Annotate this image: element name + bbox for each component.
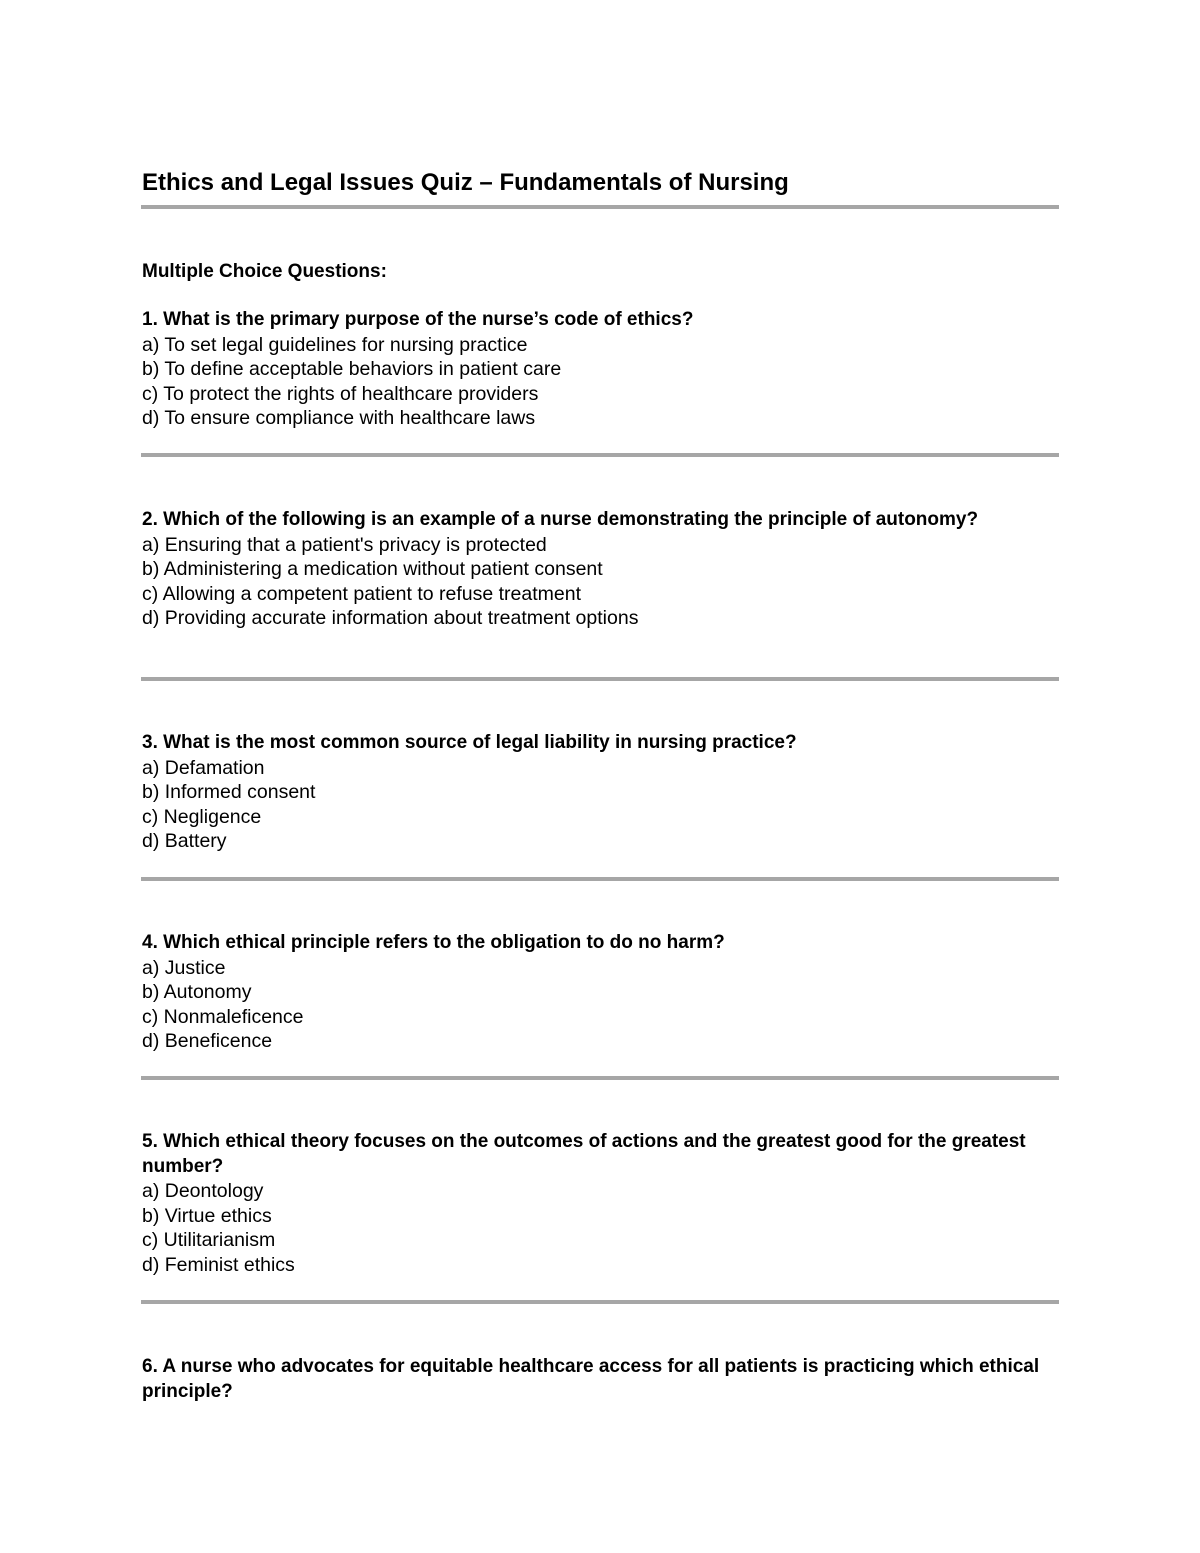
- question-divider: [141, 677, 1059, 681]
- question-4: [142, 931, 1072, 1054]
- question-divider: [141, 877, 1059, 881]
- answer-option-a: a) Ensuring that a patient's privacy is protected: [142, 533, 547, 556]
- answer-option-d: d) Battery: [142, 830, 227, 853]
- answer-options: [142, 333, 1072, 431]
- answer-option-a: a) To set legal guidelines for nursing practice: [142, 333, 528, 356]
- question-text: 6. A nurse who advocates for equitable healthcare access for all patients is practicing which ethical principle?: [142, 1356, 1040, 1402]
- question-3: [142, 731, 1072, 854]
- answer-option-c: c) To protect the rights of healthcare providers: [142, 382, 539, 405]
- answer-option-d: d) Providing accurate information about treatment options: [142, 607, 639, 630]
- question-text: 1. What is the primary purpose of the nurse’s code of ethics?: [142, 309, 694, 330]
- question-1: [142, 308, 1072, 431]
- answer-option-a: a) Defamation: [142, 756, 265, 779]
- answer-option-c: c) Negligence: [142, 805, 262, 828]
- answer-options: [142, 956, 1072, 1054]
- answer-option-d: d) Beneficence: [142, 1030, 273, 1053]
- question-text: 4. Which ethical principle refers to the obligation to do no harm?: [142, 932, 725, 953]
- question-text: 5. Which ethical theory focuses on the outcomes of actions and the greatest good for the greatest number?: [142, 1131, 1026, 1177]
- question-2: [142, 508, 1072, 631]
- title-divider: [141, 205, 1059, 209]
- answer-option-c: c) Allowing a competent patient to refuse treatment: [142, 582, 581, 605]
- question-5: [142, 1130, 1072, 1278]
- answer-option-b: b) Autonomy: [142, 981, 252, 1004]
- question-divider: [141, 1300, 1059, 1304]
- answer-option-a: a) Justice: [142, 956, 226, 979]
- question-divider: [141, 453, 1059, 457]
- answer-options: [142, 756, 1072, 854]
- answer-option-d: d) To ensure compliance with healthcare laws: [142, 407, 536, 430]
- question-text: 2. Which of the following is an example of a nurse demonstrating the principle of autonomy?: [142, 509, 979, 530]
- answer-option-d: d) Feminist ethics: [142, 1253, 295, 1276]
- question-6: [142, 1355, 1072, 1404]
- answer-option-c: c) Nonmaleficence: [142, 1005, 304, 1028]
- answer-option-c: c) Utilitarianism: [142, 1229, 276, 1252]
- answer-option-a: a) Deontology: [142, 1180, 264, 1203]
- document-title: Ethics and Legal Issues Quiz – Fundamentals of Nursing: [142, 169, 789, 196]
- question-divider: [141, 1076, 1059, 1080]
- answer-option-b: b) Virtue ethics: [142, 1204, 272, 1227]
- answer-option-b: b) Informed consent: [142, 781, 316, 804]
- answer-options: [142, 533, 1072, 631]
- question-text: 3. What is the most common source of legal liability in nursing practice?: [142, 732, 797, 753]
- answer-option-b: b) Administering a medication without patient consent: [142, 558, 603, 581]
- section-label: Multiple Choice Questions:: [142, 261, 387, 282]
- answer-options: [142, 1179, 1072, 1277]
- answer-option-b: b) To define acceptable behaviors in patient care: [142, 358, 562, 381]
